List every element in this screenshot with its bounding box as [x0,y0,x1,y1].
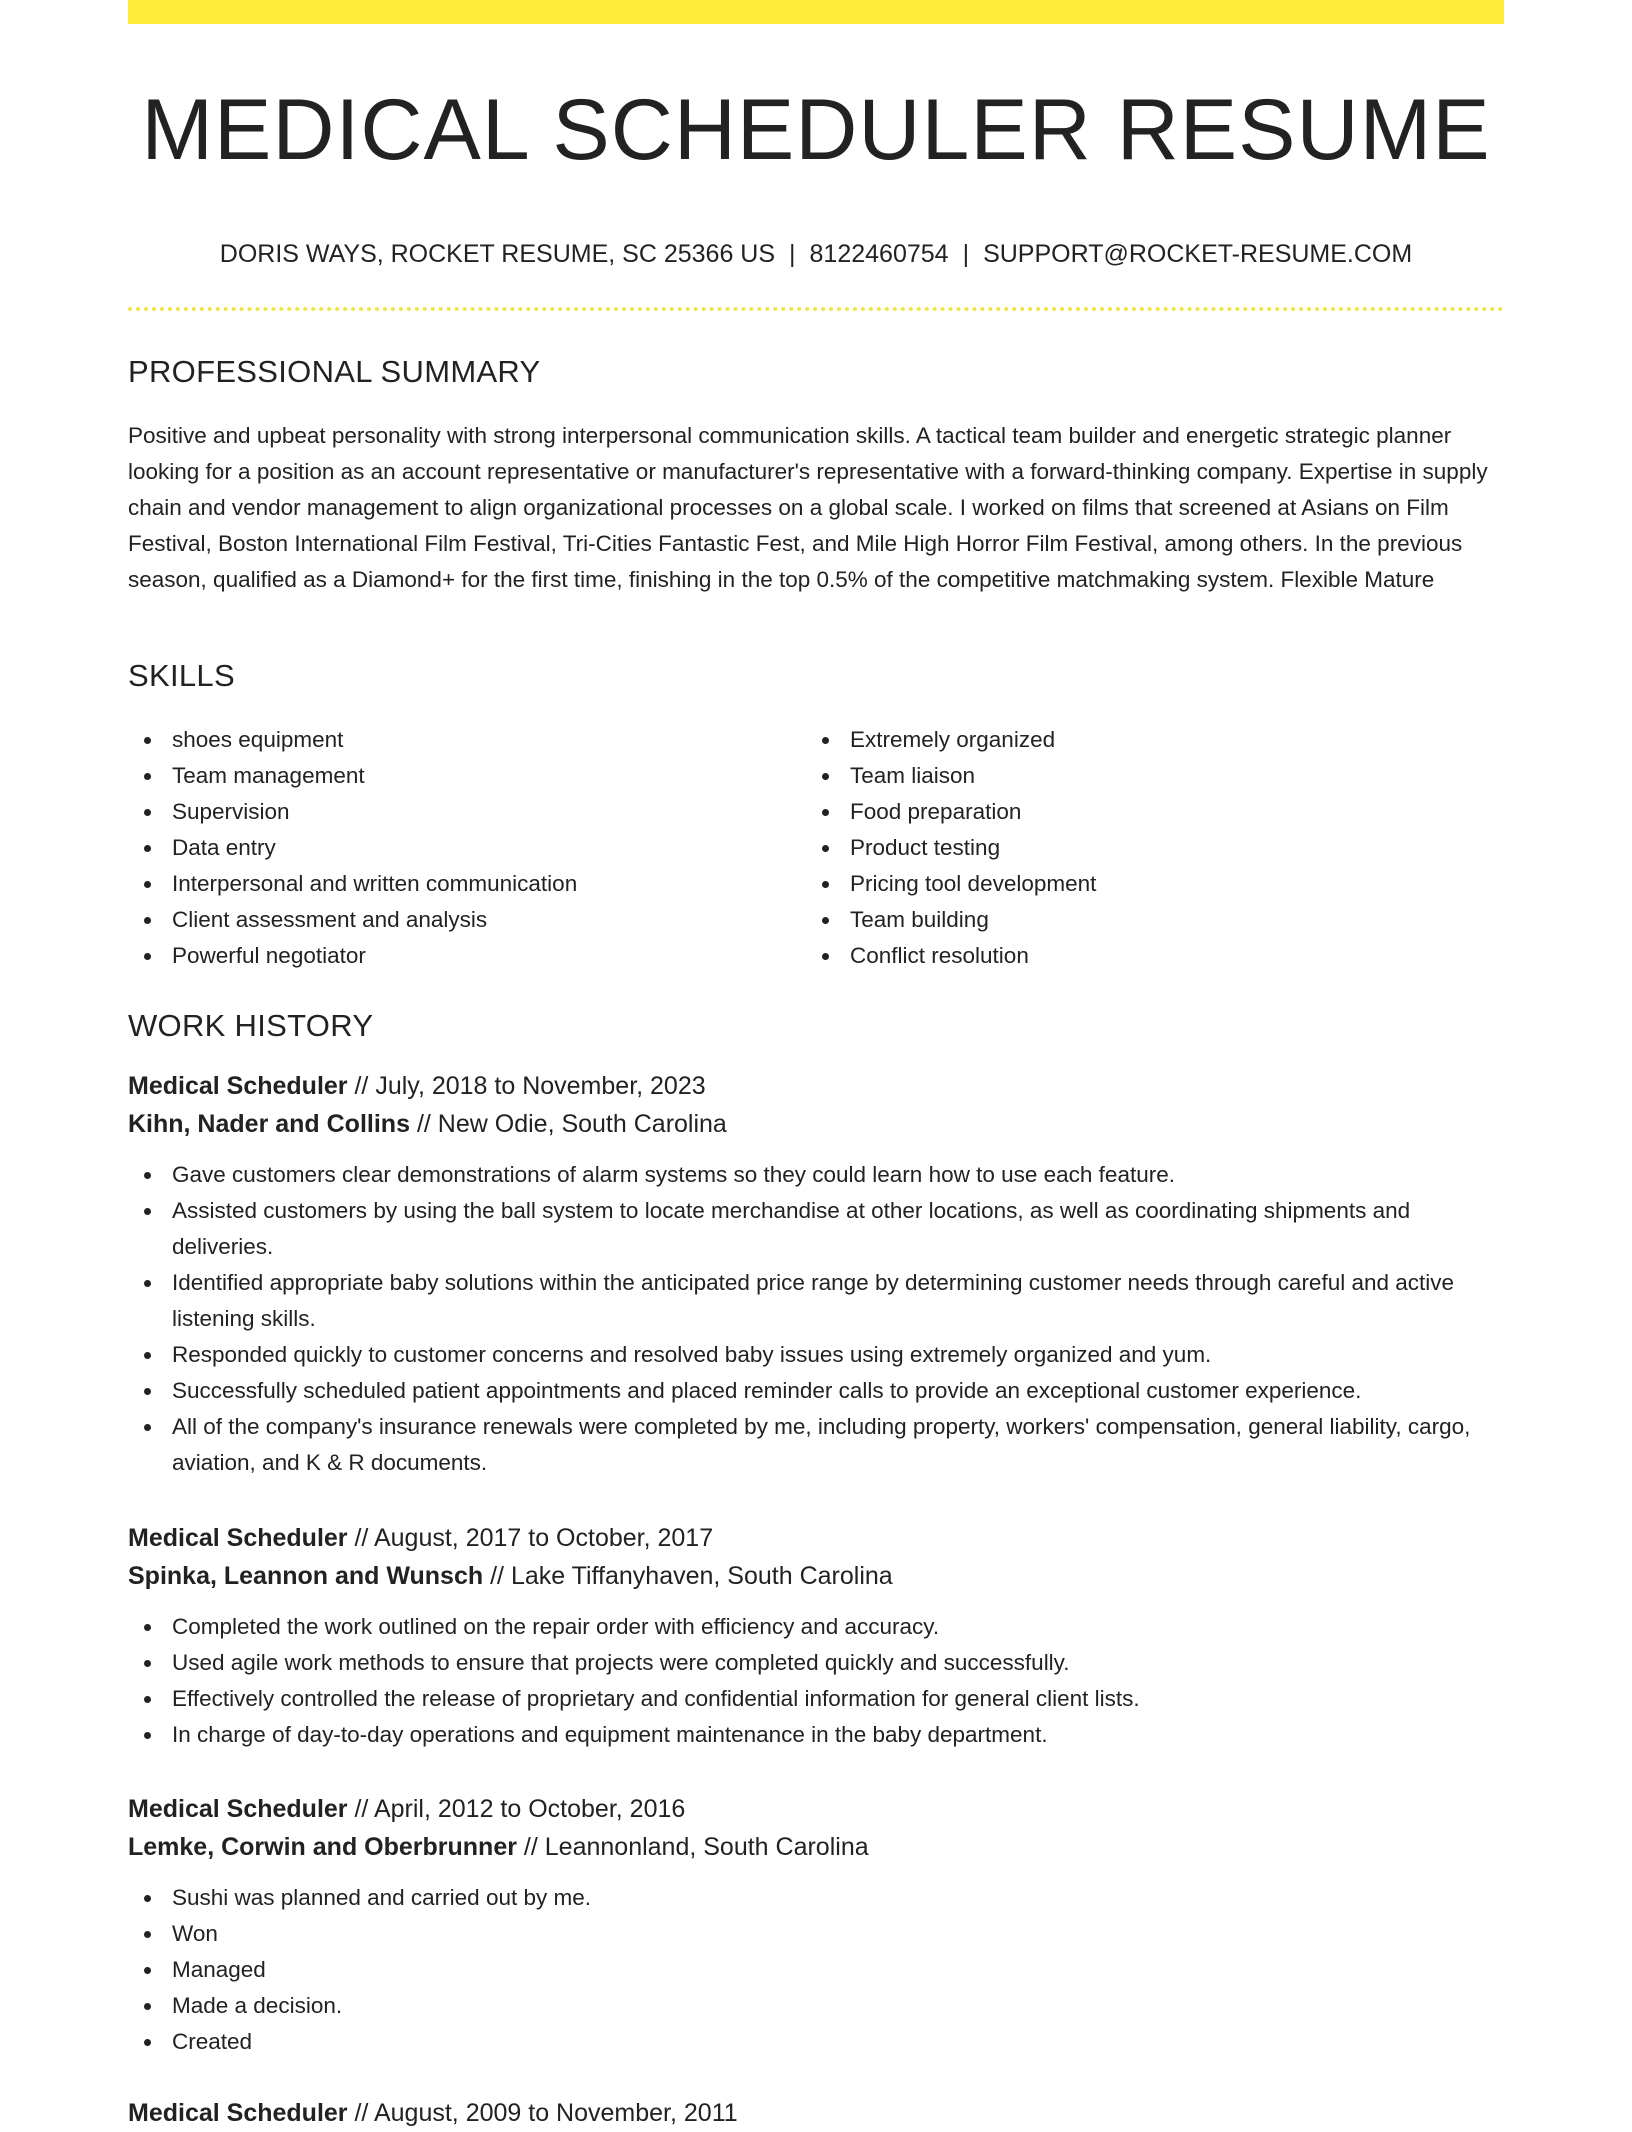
job-title: Medical Scheduler [128,1072,348,1100]
skill-item: Data entry [128,830,788,866]
date-separator: // [354,1524,369,1552]
resume-title: MEDICAL SCHEDULER RESUME [141,82,1491,178]
skill-item: Supervision [128,794,788,830]
job-location: New Odie, South Carolina [437,1110,727,1138]
job-bullet: Created [128,2024,1504,2060]
job-bullet: In charge of day-to-day operations and equipment maintenance in the baby department. [128,1717,1504,1753]
work-history-heading: WORK HISTORY [128,1008,374,1043]
job-bullet: Made a decision. [128,1988,1504,2024]
skill-item: Product testing [806,830,1466,866]
skill-item: shoes equipment [128,722,788,758]
job-bullet: Identified appropriate baby solutions within the anticipated price range by determining customer needs through careful and active listening skills. [128,1265,1504,1337]
contact-separator: | [962,240,970,268]
job-company-line [128,1828,1504,1866]
job-title-line [128,1519,1504,1557]
job-bullet: Managed [128,1952,1504,1988]
summary-text: Positive and upbeat personality with strong interpersonal communication skills. A tactical team builder and energetic strategic planner looking for a position as an account representative or manufacturer's representative with a forward-thinking company. Expertise in supply chain and vendor management to align organizational processes on a global scale. I worked on films that screened at Asians on Film Festival, Boston International Film Festival, Tri-Cities Fantastic Fest, and Mile High Horror Film Festival, among others. In the previous season, qualified as a Diamond+ for the first time, finishing in the top 0.5% of the competitive matchmaking system. Flexible Mature [128,423,1488,592]
skill-item: Client assessment and analysis [128,902,788,938]
skill-item: Team liaison [806,758,1466,794]
resume-page [128,0,1504,2127]
job-title-line [128,1067,1504,1105]
job-title-line [128,1790,1504,1828]
contact-line [128,238,1504,270]
skill-item: Powerful negotiator [128,938,788,974]
job-bullet: Completed the work outlined on the repair order with efficiency and accuracy. [128,1609,1504,1645]
job-bullets [128,1609,1504,1753]
contact-phone: 8122460754 [809,240,949,268]
date-separator: // [354,2099,369,2127]
contact-address: DORIS WAYS, ROCKET RESUME, SC 25366 US [219,240,776,268]
date-separator: // [354,1795,369,1823]
summary-heading: PROFESSIONAL SUMMARY [128,354,541,389]
skill-item: Interpersonal and written communication [128,866,788,902]
contact-separator: | [789,240,796,268]
skill-item: Pricing tool development [806,866,1466,902]
job-dates: July, 2018 to November, 2023 [375,1072,706,1100]
job-bullet: Won [128,1916,1504,1952]
job-location: Leannonland, South Carolina [544,1833,869,1861]
job-entry [128,2094,1504,2132]
skills-list-right [806,722,1466,974]
job-company: Lemke, Corwin and Oberbrunner [128,1833,517,1861]
skill-item: Team building [806,902,1466,938]
skills-list-left [128,722,788,974]
job-title: Medical Scheduler [128,1795,348,1823]
job-entry [128,1790,1504,2060]
job-company-line [128,1557,1504,1595]
dotted-divider [128,307,1504,311]
job-bullets [128,1880,1504,2060]
skill-item: Food preparation [806,794,1466,830]
top-accent-bar [128,0,1504,24]
job-entry [128,1067,1504,1481]
job-company-line [128,1105,1504,1143]
job-bullets [128,1157,1504,1481]
job-bullet: Successfully scheduled patient appointments and placed reminder calls to provide an exceptional customer experience. [128,1373,1504,1409]
skill-item: Extremely organized [806,722,1466,758]
job-dates: April, 2012 to October, 2016 [373,1795,686,1823]
job-bullet: All of the company's insurance renewals were completed by me, including property, workers' compensation, general liability, cargo, aviation, and K & R documents. [128,1409,1504,1481]
job-bullet: Sushi was planned and carried out by me. [128,1880,1504,1916]
job-company: Spinka, Leannon and Wunsch [128,1562,484,1590]
job-bullet: Used agile work methods to ensure that projects were completed quickly and successfully. [128,1645,1504,1681]
date-separator: // [416,1110,431,1138]
date-separator: // [523,1833,538,1861]
job-bullet: Assisted customers by using the ball system to locate merchandise at other locations, as well as coordinating shipments and deliveries. [128,1193,1504,1265]
job-bullet: Effectively controlled the release of proprietary and confidential information for general client lists. [128,1681,1504,1717]
job-bullet: Gave customers clear demonstrations of alarm systems so they could learn how to use each feature. [128,1157,1504,1193]
skill-item: Team management [128,758,788,794]
skill-item: Conflict resolution [806,938,1466,974]
job-entry [128,1519,1504,1753]
job-company: Kihn, Nader and Collins [128,1110,410,1138]
job-location: Lake Tiffanyhaven, South Carolina [510,1562,893,1590]
job-dates: August, 2017 to October, 2017 [373,1524,714,1552]
skills-heading: SKILLS [128,658,235,693]
date-separator: // [490,1562,504,1590]
job-bullet: Responded quickly to customer concerns and resolved baby issues using extremely organized and yum. [128,1337,1504,1373]
job-title: Medical Scheduler [128,2099,348,2127]
contact-email: SUPPORT@ROCKET-RESUME.COM [983,240,1413,268]
job-title: Medical Scheduler [128,1524,348,1552]
job-title-line [128,2094,1504,2132]
job-dates: August, 2009 to November, 2011 [373,2099,738,2127]
date-separator: // [354,1072,369,1100]
